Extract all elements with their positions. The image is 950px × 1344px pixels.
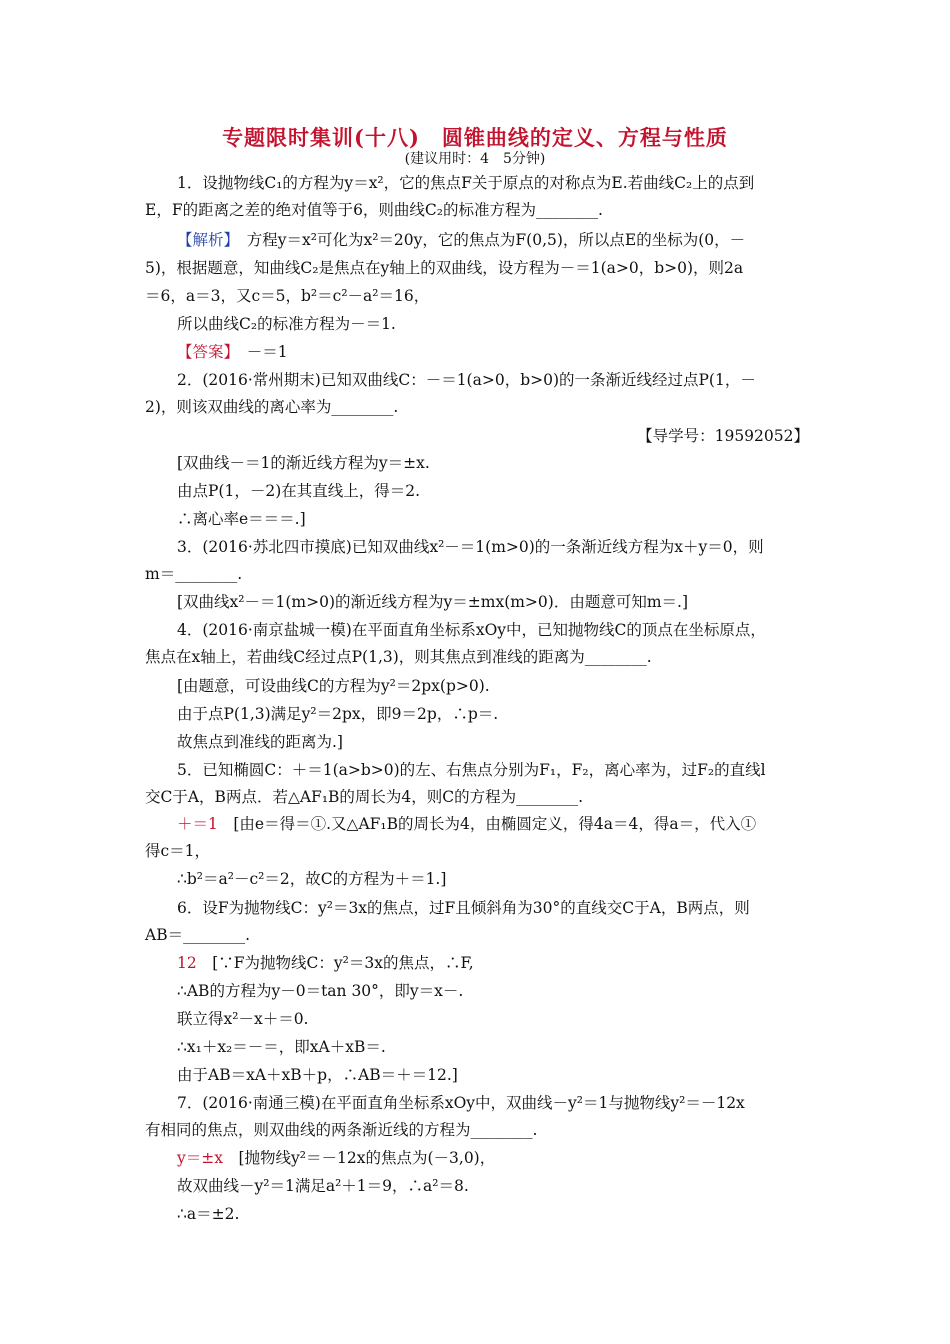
- problem-3-stem-cont: m＝________.: [145, 565, 243, 583]
- problem-2-solution: [双曲线－＝1的渐近线方程为y＝±x.: [177, 454, 430, 472]
- problem-5-solution: ＋＝1 [由e＝得＝①.又△AF₁B的周长为4，由椭圆定义，得4a＝4，得a＝，代入①: [177, 815, 757, 833]
- guide-number: 【导学号：19592052】: [637, 427, 809, 445]
- problem-7-solution: y＝±x [抛物线y²＝－12x的焦点为(－3,0)，: [177, 1149, 496, 1167]
- problem-4-stem-cont: 焦点在x轴上，若曲线C经过点P(1,3)，则其焦点到准线的距离为________.: [145, 648, 652, 666]
- problem-4-solution: 故焦点到准线的距离为.]: [177, 733, 343, 751]
- problem-7-stem-cont: 有相同的焦点，则双曲线的两条渐近线的方程为________.: [145, 1121, 538, 1139]
- problem-1-analysis: 【解析】 方程y＝x²可化为x²＝20y，它的焦点为F(0,5)，所以点E的坐标为(0，－: [177, 231, 746, 249]
- suggested-time: (建议用时：4 5分钟): [404, 151, 546, 167]
- problem-2-solution: ∴离心率e＝＝＝.]: [177, 510, 306, 528]
- problem-7-answer: y＝±x: [177, 1149, 223, 1167]
- problem-6-stem: 6．设F为抛物线C：y²＝3x的焦点，过F且倾斜角为30°的直线交C于A，B两点，则: [177, 899, 750, 917]
- problem-5-solution-cont: ∴b²＝a²－c²＝2，故C的方程为＋＝1.]: [177, 870, 447, 888]
- problem-5-solution-cont: 得c＝1，: [145, 842, 211, 860]
- problem-7-solution: 故双曲线－y²＝1满足a²＋1＝9，∴a²＝8.: [177, 1177, 469, 1195]
- problem-6-solution: 联立得x²－x＋＝0.: [177, 1010, 309, 1028]
- problem-6-solution: 由于AB＝xA＋xB＋p，∴AB＝＋＝12.]: [177, 1066, 458, 1084]
- problem-6-solution: ∴x₁＋x₂＝－＝，即xA＋xB＝.: [177, 1038, 386, 1056]
- problem-6-answer: 12: [177, 954, 197, 972]
- problem-2-solution: 由点P(1，－2)在其直线上，得＝2.: [177, 482, 421, 500]
- problem-1-analysis-cont: 5)，根据题意，知曲线C₂是焦点在y轴上的双曲线，设方程为－＝1(a>0，b>0)，则2a: [145, 259, 744, 277]
- problem-7-stem: 7．(2016·南通三模)在平面直角坐标系xOy中，双曲线－y²＝1与抛物线y²＝－12x: [177, 1094, 745, 1112]
- problem-6-solution: 12 [∵F为抛物线C：y²＝3x的焦点，∴F,: [177, 954, 474, 972]
- problem-5-answer: ＋＝1: [177, 815, 218, 833]
- answer-label: 【答案】: [177, 343, 232, 361]
- problem-6-solution: ∴AB的方程为y－0＝tan 30°，即y＝x－.: [177, 982, 464, 1000]
- problem-5-stem: 5．已知椭圆C：＋＝1(a>b>0)的左、右焦点分别为F₁，F₂，离心率为，过F₂的直线l: [177, 761, 766, 779]
- analysis-label: 【解析】: [177, 231, 232, 249]
- problem-2-stem: 2．(2016·常州期末)已知双曲线C：－＝1(a>0，b>0)的一条渐近线经过点P(1，－: [177, 371, 756, 389]
- problem-1-stem: 1．设抛物线C₁的方程为y＝x²，它的焦点F关于原点的对称点为E.若曲线C₂上的点到: [177, 174, 755, 192]
- problem-1-analysis-cont: 所以曲线C₂的标准方程为－＝1.: [177, 315, 396, 333]
- problem-1-stem-cont: E，F的距离之差的绝对值等于6，则曲线C₂的标准方程为________.: [145, 201, 603, 219]
- problem-1-analysis-cont: ＝6，a＝3，又c＝5，b²＝c²－a²＝16，: [145, 287, 430, 305]
- problem-4-stem: 4．(2016·南京盐城一模)在平面直角坐标系xOy中，已知抛物线C的顶点在坐标原点，: [177, 621, 766, 639]
- problem-7-solution: ∴a＝±2.: [177, 1205, 240, 1223]
- problem-3-stem: 3．(2016·苏北四市摸底)已知双曲线x²－＝1(m>0)的一条渐近线方程为x＋y＝0，则: [177, 538, 764, 556]
- problem-4-solution: 由于点P(1,3)满足y²＝2px，即9＝2p，∴p＝.: [177, 705, 499, 723]
- problem-5-stem-cont: 交C于A，B两点．若△AF₁B的周长为4，则C的方程为________.: [145, 788, 584, 806]
- page-title: 专题限时集训(十八) 圆锥曲线的定义、方程与性质: [222, 125, 728, 150]
- problem-3-solution: [双曲线x²－＝1(m>0)的渐近线方程为y＝±mx(m>0)．由题意可知m＝.]: [177, 593, 689, 611]
- problem-1-answer: 【答案】 －＝1: [177, 343, 288, 361]
- problem-4-solution: [由题意，可设曲线C的方程为y²＝2px(p>0).: [177, 677, 490, 695]
- problem-6-stem-cont: AB＝________.: [145, 926, 251, 944]
- problem-2-stem-cont: 2)，则该双曲线的离心率为________.: [145, 398, 399, 416]
